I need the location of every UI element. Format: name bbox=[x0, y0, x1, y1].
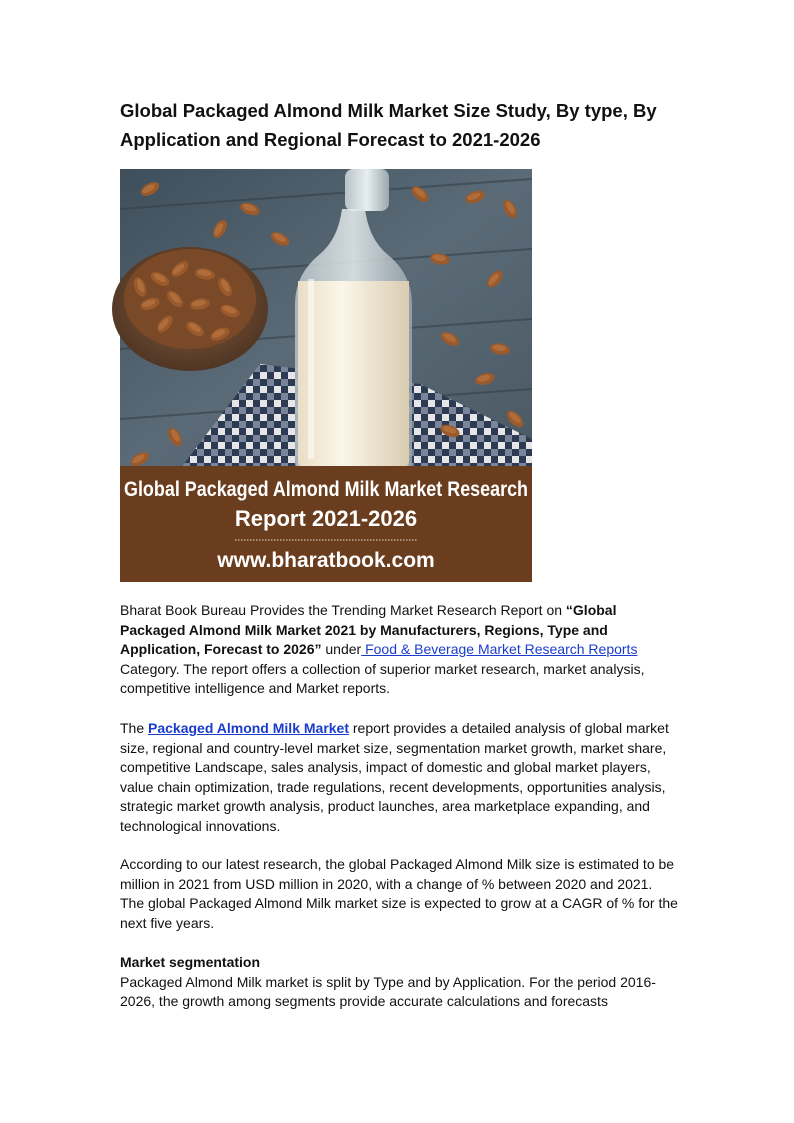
document-title: Global Packaged Almond Milk Market Size Study, By type, By Application and Regional Forecast to 2021-2026 bbox=[120, 100, 657, 150]
hero-image bbox=[120, 169, 532, 582]
banner-line1: Global Packaged Almond Milk Market Research bbox=[124, 478, 528, 501]
banner-line2: Report 2021-2026 bbox=[234, 506, 418, 531]
segmentation-section bbox=[120, 953, 680, 1012]
analysis-body: report provides a detailed analysis of global market size, regional and country-level market size, segmentation market growth, market share, competitive Landscape, sales analysis, impact of domestic and global market players, value chain optimization, trade regulations, recent developments, opportunities analysis, strategic market growth analysis, product launches, area marketplace expanding, and technological innovations. bbox=[120, 720, 669, 834]
intro-under: under bbox=[321, 641, 362, 657]
market-link[interactable]: Packaged Almond Milk Market bbox=[148, 720, 349, 736]
intro-tail: Category. The report offers a collection of superior market research, market analysis, competitive intelligence and Market reports. bbox=[120, 660, 645, 696]
almond-milk-photo bbox=[120, 169, 532, 582]
category-link[interactable]: Food & Beverage Market Research Reports bbox=[361, 641, 638, 657]
segmentation-heading: Market segmentation bbox=[120, 954, 261, 970]
analysis-paragraph bbox=[120, 719, 680, 836]
research-paragraph: According to our latest research, the global Packaged Almond Milk size is estimated to be million in 2021 from USD million in 2020, with a change of % between 2020 and 2021. The global Packaged Almond Milk market size is expected to grow at a CAGR of % for the next five years. bbox=[120, 856, 678, 931]
analysis-the: The bbox=[120, 720, 149, 736]
intro-paragraph bbox=[120, 601, 680, 699]
segmentation-body: Packaged Almond Milk market is split by Type and by Application. For the period 2016-2026, the growth among segments provide accurate calculations and forecasts bbox=[120, 973, 656, 1009]
banner-site: www.bharatbook.com bbox=[217, 549, 435, 572]
intro-report-name: “Global Packaged Almond Milk Market 2021 by Manufacturers, Regions, Type and Application, Forecast to 2026” bbox=[120, 602, 617, 657]
intro-lead: Bharat Book Bureau Provides the Trending Market Research Report on bbox=[120, 602, 566, 618]
